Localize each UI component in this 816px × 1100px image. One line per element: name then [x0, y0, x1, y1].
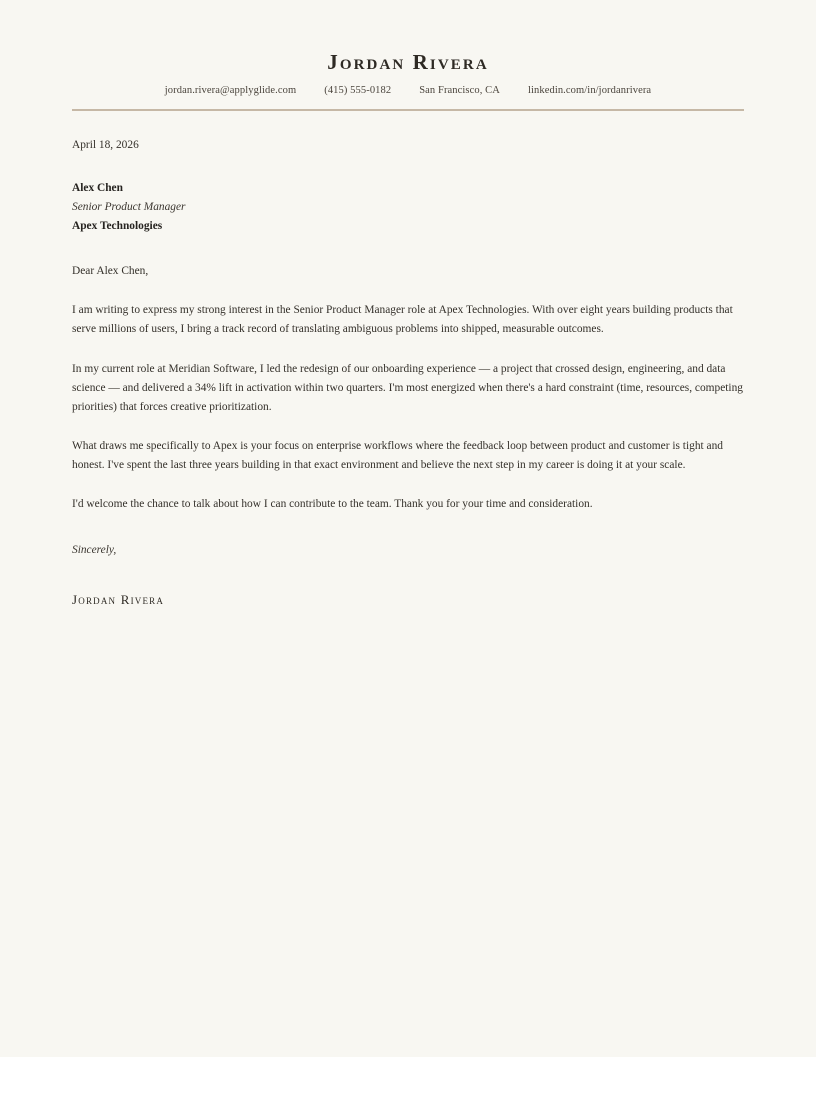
letter-date: April 18, 2026 — [72, 138, 139, 151]
recipient-title: Senior Product Manager — [72, 200, 186, 213]
body-paragraph-1: I am writing to express my strong interest in the Senior Product Manager role at Apex Technologies. With over eight years building products that serve millions of users, I bring a track record of translating ambiguous problems into shipped, measurable outcomes. — [72, 304, 733, 336]
contact-linkedin: linkedin.com/in/jordanrivera — [527, 85, 652, 96]
body-paragraph-2: In my current role at Meridian Software, I led the redesign of our onboarding experience — a project that crossed design, engineering, and data science — and delivered a 34% lift in activation within two quarters. I'm most energized when there's a hard constraint (time, resources, competing priorities) that forces creative prioritization. — [72, 362, 743, 413]
body-paragraph-4: I'd welcome the chance to talk about how I can contribute to the team. Thank you for your time and consideration. — [72, 498, 593, 511]
contact-email: jordan.rivera@applyglide.com — [164, 85, 297, 96]
letter-body — [72, 111, 744, 606]
contact-phone: (415) 555-0182 — [324, 85, 392, 96]
letterhead — [72, 0, 744, 111]
recipient-company: Apex Technologies — [72, 219, 163, 232]
closing-line: Sincerely, — [72, 543, 117, 556]
applicant-name: Jordan Rivera — [327, 50, 489, 74]
recipient-name: Alex Chen — [72, 181, 123, 194]
salutation: Dear Alex Chen, — [72, 265, 149, 278]
recipient-block — [72, 179, 744, 236]
contact-line — [72, 86, 744, 97]
body-paragraph-3: What draws me specifically to Apex is your focus on enterprise workflows where the feedback loop between product and customer is tight and honest. I've spent the last three years building in that exact environment and believe the next step in my career is doing it at your scale. — [72, 440, 723, 472]
contact-location: San Francisco, CA — [419, 85, 500, 96]
signature-name: Jordan Rivera — [72, 591, 165, 607]
